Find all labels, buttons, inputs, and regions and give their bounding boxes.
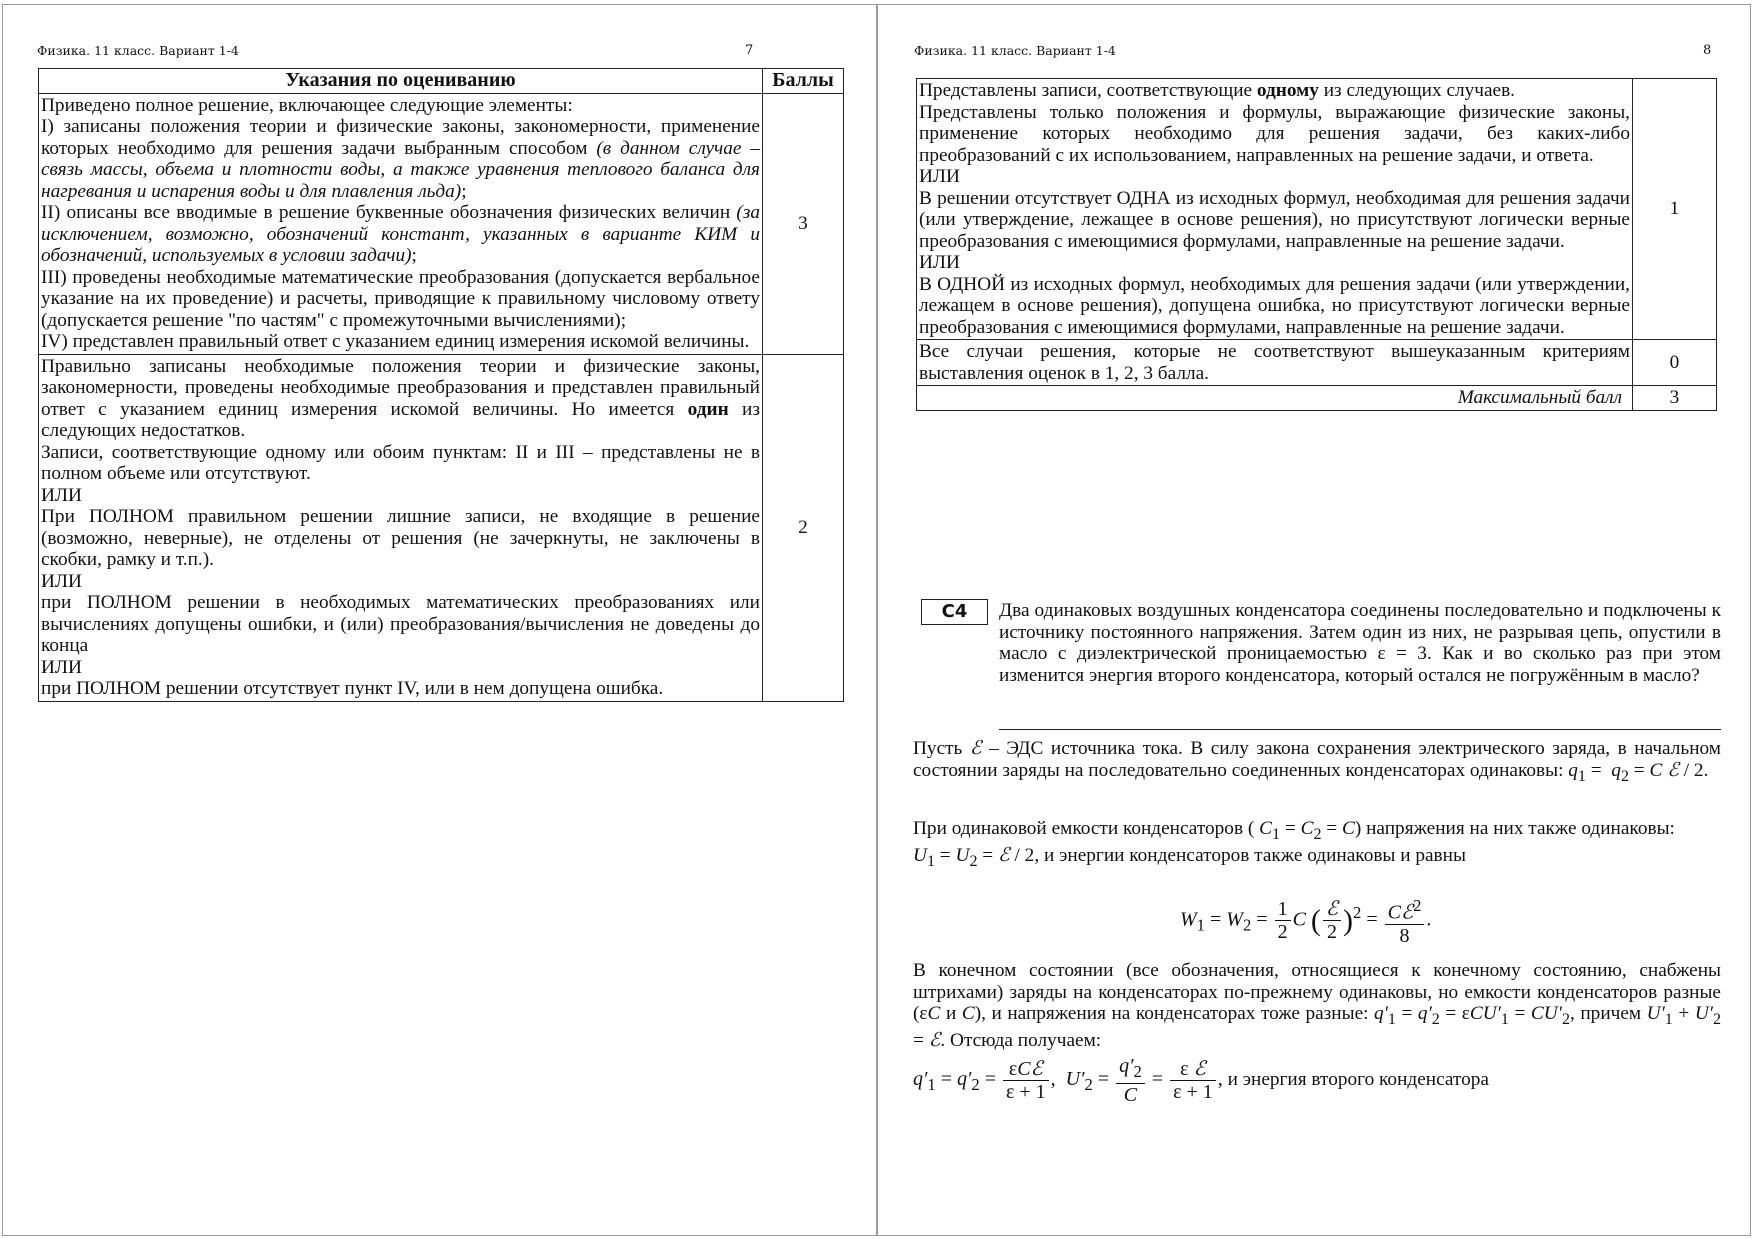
or-separator: ИЛИ <box>41 656 82 678</box>
criteria-cell <box>39 354 763 701</box>
points-cell: 1 <box>1633 79 1717 340</box>
task-underline <box>999 729 1721 730</box>
criteria-paragraph: Записи, соответствующие одному или обоим пунктам: II и III – представлены не в полном объеме или отсутствуют. <box>41 441 760 484</box>
table-row <box>917 79 1717 340</box>
points-cell: 2 <box>763 354 844 701</box>
running-header: Физика. 11 класс. Вариант 1-4 <box>914 43 1116 58</box>
points-cell: 3 <box>763 93 844 354</box>
criteria-paragraph: при ПОЛНОМ решении в необходимых математических преобразованиях или вычислениях допущены ошибки, и (или) преобразования/вычисления не доведены до конца <box>41 592 760 656</box>
left-page <box>2 4 877 1236</box>
criteria-intro: Приведено полное решение, включающее следующие элементы: <box>41 94 573 116</box>
or-separator: ИЛИ <box>41 570 82 592</box>
criteria-item-3: III) проведены необходимые математические преобразования (допускается вербальное указание на их проведение) и расчеты, приводящие к правильному числовому ответу (допускается решение "по частям" с промежуточными вычислениями); <box>41 266 760 331</box>
table-header-row <box>39 69 844 94</box>
page-number: 7 <box>745 43 754 58</box>
or-separator: ИЛИ <box>41 484 82 506</box>
criteria-paragraph: При ПОЛНОМ правильном решении лишние записи, не входящие в решение (возможно, неверные), не отделены от решения (не зачеркнуты, не заключены в скобки, рамку и т.п.). <box>41 506 760 570</box>
max-score-row <box>917 386 1717 411</box>
points-cell: 0 <box>1633 340 1717 386</box>
max-score-value: 3 <box>1633 386 1717 411</box>
or-separator: ИЛИ <box>919 252 960 273</box>
criteria-paragraph: В ОДНОЙ из исходных формул, необходимых для решения задачи (или утверждении, лежащем в основе решения), допущена ошибка, но присутствуют логически верные преобразования с имеющимися формулами, направленные на решение задачи. <box>919 273 1630 338</box>
final-state-formula: $q'_1 = q'_2$ = $\frac{\text{εCℰ}}{\varepsilon + 1}$ , $U'_2$ = $\frac{q'_2}{C}$ = $\frac{\text{ε ℰ}}{\varepsilon + 1}$ , и энергия второго конденсатора <box>913 1055 1489 1106</box>
criteria-paragraph: при ПОЛНОМ решении отсутствует пункт IV, или в нем допущена ошибка. <box>41 678 664 699</box>
page-number: 8 <box>1703 43 1712 58</box>
solution-paragraph-2: При одинаковой емкости конденсаторов ( $C_1 = C_2 = C$) напряжения на них также одинаковы: $U_1 = U_2$ = ℰ / 2, и энергии конденсаторов также одинаковы и равны <box>913 818 1675 871</box>
criteria-cell <box>39 93 763 354</box>
grading-table <box>38 68 844 702</box>
task-label: С4 <box>921 599 988 625</box>
task-statement: Два одинаковых воздушных конденсатора соединены последовательно и подключены к источнику постоянного напряжения. Затем один из них, не разрывая цепь, опустили в масло с диэлектрической проницаемостью ε = 3. Как и во сколько раз при этом изменится энергия второго конденсатора, который остался не погружённым в масло? <box>999 600 1721 686</box>
criteria-paragraph: Правильно записаны необходимые положения теории и физические законы, закономерности, проведены необходимые преобразования и представлен правильный ответ с указанием единиц измерения искомой величины. Но имеется один из следующих недостатков. <box>41 355 760 441</box>
criteria-paragraph: В решении отсутствует ОДНА из исходных формул, необходимая для решения задачи (или утверждение, лежащее в основе решения), но присутствуют логически верные преобразования с имеющимися формулами, направленные на решение задачи. <box>919 187 1630 252</box>
solution-paragraph-3: В конечном состоянии (все обозначения, относящиеся к конечному состоянию, снабжены штрихами) заряды на конденсаторах по-прежнему одинаковы, но емкости конденсаторов разные (εC и C), и напряжения на конденсаторах тоже разные: $q'_1 = q'_2 = \varepsilon CU'_1 = CU'_2$, причем $U'_1 + U'_2$ = ℰ. Отсюда получаем: <box>913 960 1722 1052</box>
running-header: Физика. 11 класс. Вариант 1-4 <box>37 43 239 58</box>
energy-formula-initial: $W_1 = W_2$ = $\frac{1}{2}$ C ( $\frac{\text{ℰ}}{2}$ )$^2$ = $\frac{Cℰ^2}{8}$ . <box>1180 896 1432 947</box>
or-separator: ИЛИ <box>919 166 960 187</box>
table-row <box>39 93 844 354</box>
max-score-label: Максимальный балл <box>917 386 1633 411</box>
right-page <box>877 4 1751 1236</box>
solution-paragraph-1: Пусть ℰ – ЭДС источника тока. В силу закона сохранения электрического заряда, в начальном состоянии заряды на последовательно соединенных конденсаторах одинаковы: $q_1 = q_2 = C$ ℰ / 2. <box>913 738 1721 785</box>
grading-table-continued <box>916 78 1717 411</box>
points-column-header: Баллы <box>763 69 844 94</box>
criteria-paragraph: Представлены только положения и формулы, выражающие физические законы, применение которых необходимо для решения задачи, без каких-либо преобразований с их использованием, направленных на решение задачи, и ответа. <box>919 101 1630 166</box>
criteria-item-4: IV) представлен правильный ответ с указанием единиц измерения искомой величины. <box>41 331 750 352</box>
table-row <box>39 354 844 701</box>
criteria-cell <box>917 79 1633 340</box>
criteria-item-1: I) записаны положения теории и физические законы, закономерности, применение которых необходимо для решения задачи выбранным способом (в данном случае – связь массы, объема и плотности воды, а также уравнения теплового баланса для нагревания и испарения воды и для плавления льда); <box>41 116 760 202</box>
criteria-paragraph: Представлены записи, соответствующие одному из следующих случаев. <box>919 80 1516 101</box>
table-row <box>917 340 1717 386</box>
criteria-cell: Все случаи решения, которые не соответствуют вышеуказанным критериям выставления оценок в 1, 2, 3 балла. <box>917 340 1633 386</box>
criteria-item-2: II) описаны все вводимые в решение буквенные обозначения физических величин (за исключением, возможно, обозначений констант, указанных в варианте КИМ и обозначений, используемых в условии задачи); <box>41 202 760 266</box>
criteria-column-header: Указания по оцениванию <box>39 69 763 94</box>
